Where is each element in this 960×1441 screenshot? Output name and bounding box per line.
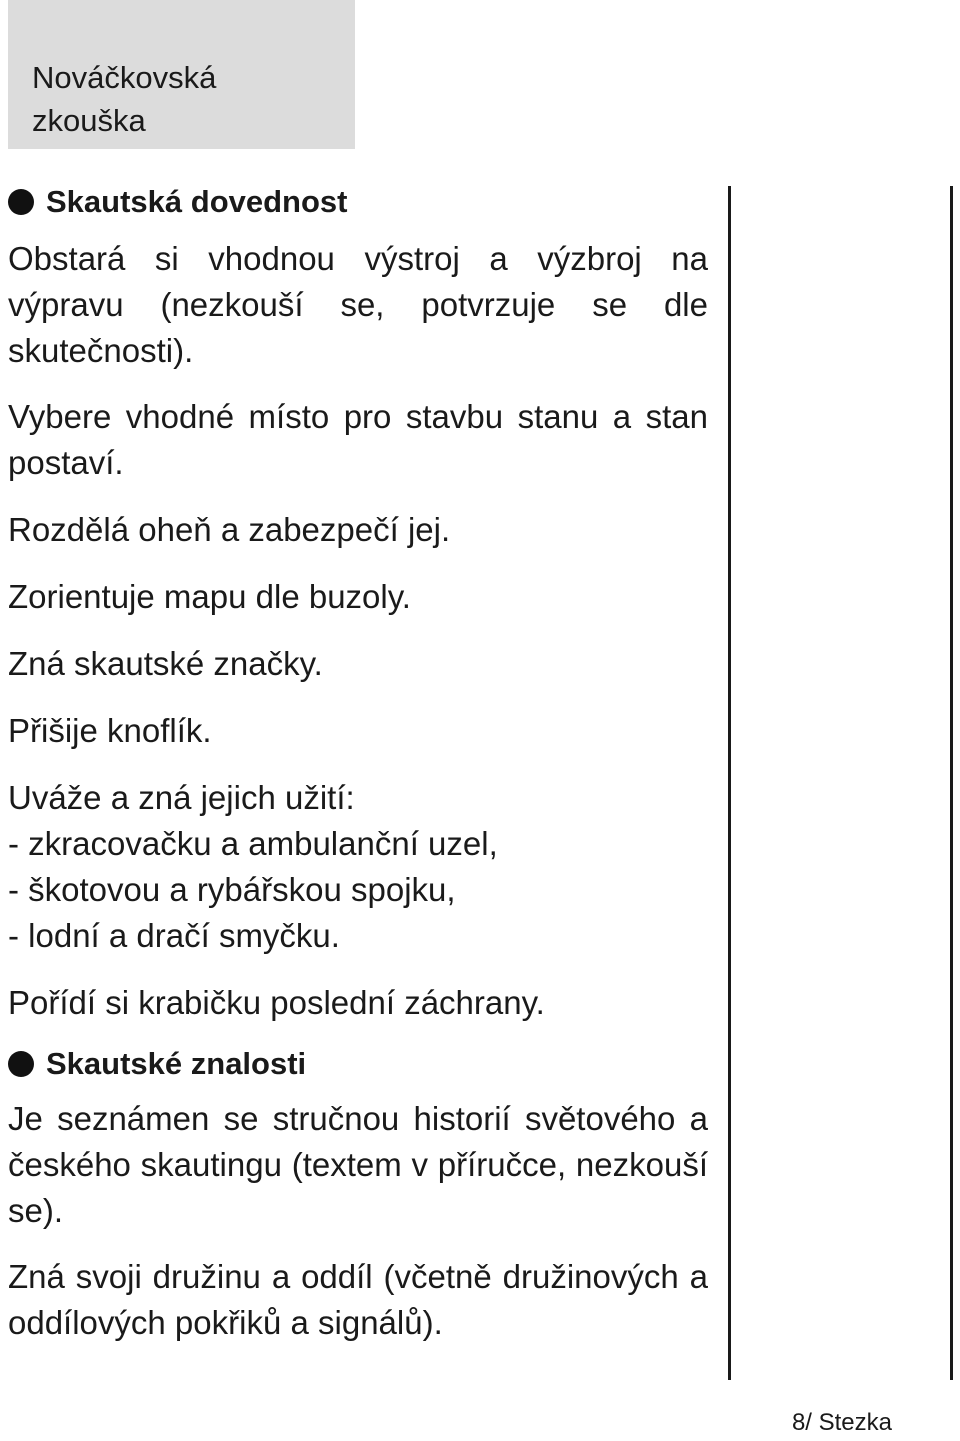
knots-item: - škotovou a rybářskou spojku, [8, 871, 456, 908]
signature-column-left-line [728, 186, 731, 1380]
knots-intro: Uváže a zná jejich užití: [8, 779, 355, 816]
paragraph-tent: Vybere vhodné místo pro stavbu stanu a stan postaví. [8, 398, 708, 481]
paragraph-fire: Rozdělá oheň a zabezpečí jej. [8, 511, 451, 548]
section-heading-label: Skautská dovednost [46, 184, 348, 219]
paragraph-equipment: Obstará si vhodnou výstroj a výzbroj na výpravu (nezkouší se, potvrzuje se dle skutečnosti). [8, 240, 708, 369]
bullet-icon [8, 189, 34, 215]
paragraph-survival-kit: Pořídí si krabičku poslední záchrany. [8, 984, 545, 1021]
page-footer: 8/ Stezka [791, 1409, 892, 1436]
section-heading-label: Skautské znalosti [46, 1046, 307, 1081]
paragraph-history: Je seznámen se stručnou historií světového a českého skautingu (textem v příručce, nezkouší se). [8, 1100, 708, 1229]
paragraph-map: Zorientuje mapu dle buzoly. [8, 578, 411, 615]
knots-block [8, 775, 708, 959]
paragraph-patrol: Zná svoji družinu a oddíl (včetně družinových a oddílových pokřiků a signálů). [8, 1258, 708, 1341]
section-heading-skills [8, 178, 708, 226]
bullet-icon [8, 1051, 34, 1077]
signature-column-right-line [950, 186, 953, 1380]
knots-item: - lodní a dračí smyčku. [8, 917, 340, 954]
section-heading-knowledge [8, 1040, 708, 1088]
content-column [8, 178, 708, 1346]
paragraph-button: Přišije knoflík. [8, 712, 212, 749]
paragraph-signs: Zná skautské značky. [8, 645, 323, 682]
page-title: Nováčkovská zkouška [32, 60, 217, 138]
knots-item: - zkracovačku a ambulanční uzel, [8, 825, 498, 862]
header-box [8, 0, 355, 149]
